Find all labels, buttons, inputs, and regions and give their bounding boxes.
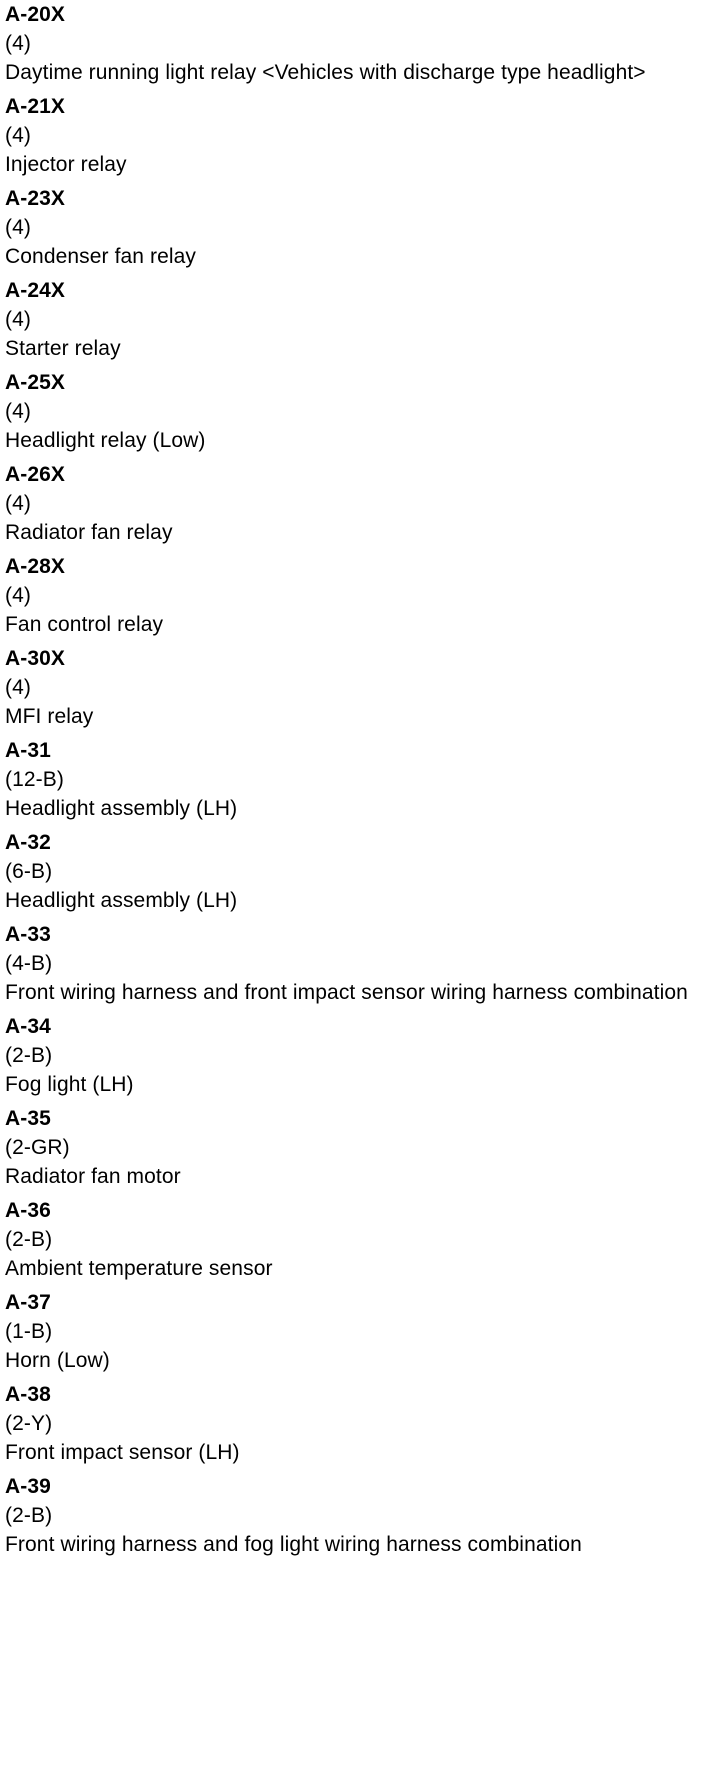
connector-entry — [5, 828, 701, 915]
connector-description: Daytime running light relay <Vehicles with discharge type headlight> — [5, 61, 646, 84]
connector-entry — [5, 644, 701, 731]
connector-description: Condenser fan relay — [5, 245, 197, 268]
connector-pin-count: (2-B) — [5, 1044, 53, 1067]
connector-description: Front wiring harness and fog light wiring harness combination — [5, 1533, 582, 1556]
connector-pin-count: (2-B) — [5, 1228, 53, 1251]
connector-pin-count: (4) — [5, 400, 31, 423]
connector-entry — [5, 1104, 701, 1191]
connector-code: A-33 — [5, 923, 51, 946]
connector-description: Front wiring harness and front impact sensor wiring harness combination — [5, 981, 688, 1004]
connector-code: A-23X — [5, 187, 66, 210]
connector-description: Front impact sensor (LH) — [5, 1441, 240, 1464]
connector-description: Fog light (LH) — [5, 1073, 134, 1096]
connector-entry — [5, 92, 701, 179]
connector-entry — [5, 276, 701, 363]
connector-description: Ambient temperature sensor — [5, 1257, 273, 1280]
connector-pin-count: (2-B) — [5, 1504, 53, 1527]
connector-description: Headlight relay (Low) — [5, 429, 206, 452]
connector-entry — [5, 1380, 701, 1467]
connector-description: Headlight assembly (LH) — [5, 797, 238, 820]
connector-entry — [5, 1196, 701, 1283]
connector-entry — [5, 1288, 701, 1375]
connector-entry — [5, 736, 701, 823]
connector-code: A-21X — [5, 95, 66, 118]
connector-entry — [5, 0, 701, 87]
connector-entry — [5, 920, 701, 1007]
connector-entry — [5, 184, 701, 271]
connector-description: Horn (Low) — [5, 1349, 110, 1372]
connector-code: A-32 — [5, 831, 51, 854]
connector-entry — [5, 1472, 701, 1559]
connector-code: A-26X — [5, 463, 66, 486]
connector-description: Radiator fan relay — [5, 521, 173, 544]
connector-description: MFI relay — [5, 705, 94, 728]
connector-pin-count: (4) — [5, 492, 31, 515]
connector-description: Headlight assembly (LH) — [5, 889, 238, 912]
connector-description: Radiator fan motor — [5, 1165, 181, 1188]
connector-description: Starter relay — [5, 337, 121, 360]
connector-code: A-24X — [5, 279, 66, 302]
connector-list — [5, 0, 701, 1564]
connector-entry — [5, 552, 701, 639]
connector-code: A-36 — [5, 1199, 51, 1222]
connector-code: A-25X — [5, 371, 66, 394]
connector-code: A-39 — [5, 1475, 51, 1498]
connector-pin-count: (4) — [5, 216, 31, 239]
connector-code: A-20X — [5, 3, 66, 26]
connector-pin-count: (4) — [5, 584, 31, 607]
connector-pin-count: (4) — [5, 308, 31, 331]
connector-pin-count: (4-B) — [5, 952, 53, 975]
connector-pin-count: (2-Y) — [5, 1412, 53, 1435]
connector-code: A-31 — [5, 739, 51, 762]
connector-code: A-34 — [5, 1015, 51, 1038]
connector-pin-count: (12-B) — [5, 768, 64, 791]
connector-description: Fan control relay — [5, 613, 164, 636]
connector-entry — [5, 460, 701, 547]
connector-entry — [5, 1012, 701, 1099]
connector-code: A-28X — [5, 555, 66, 578]
connector-pin-count: (4) — [5, 32, 31, 55]
connector-pin-count: (4) — [5, 676, 31, 699]
connector-pin-count: (6-B) — [5, 860, 53, 883]
connector-entry — [5, 368, 701, 455]
connector-code: A-38 — [5, 1383, 51, 1406]
connector-pin-count: (2-GR) — [5, 1136, 70, 1159]
connector-pin-count: (1-B) — [5, 1320, 53, 1343]
connector-code: A-35 — [5, 1107, 51, 1130]
connector-code: A-37 — [5, 1291, 51, 1314]
connector-description: Injector relay — [5, 153, 127, 176]
connector-code: A-30X — [5, 647, 66, 670]
connector-pin-count: (4) — [5, 124, 31, 147]
